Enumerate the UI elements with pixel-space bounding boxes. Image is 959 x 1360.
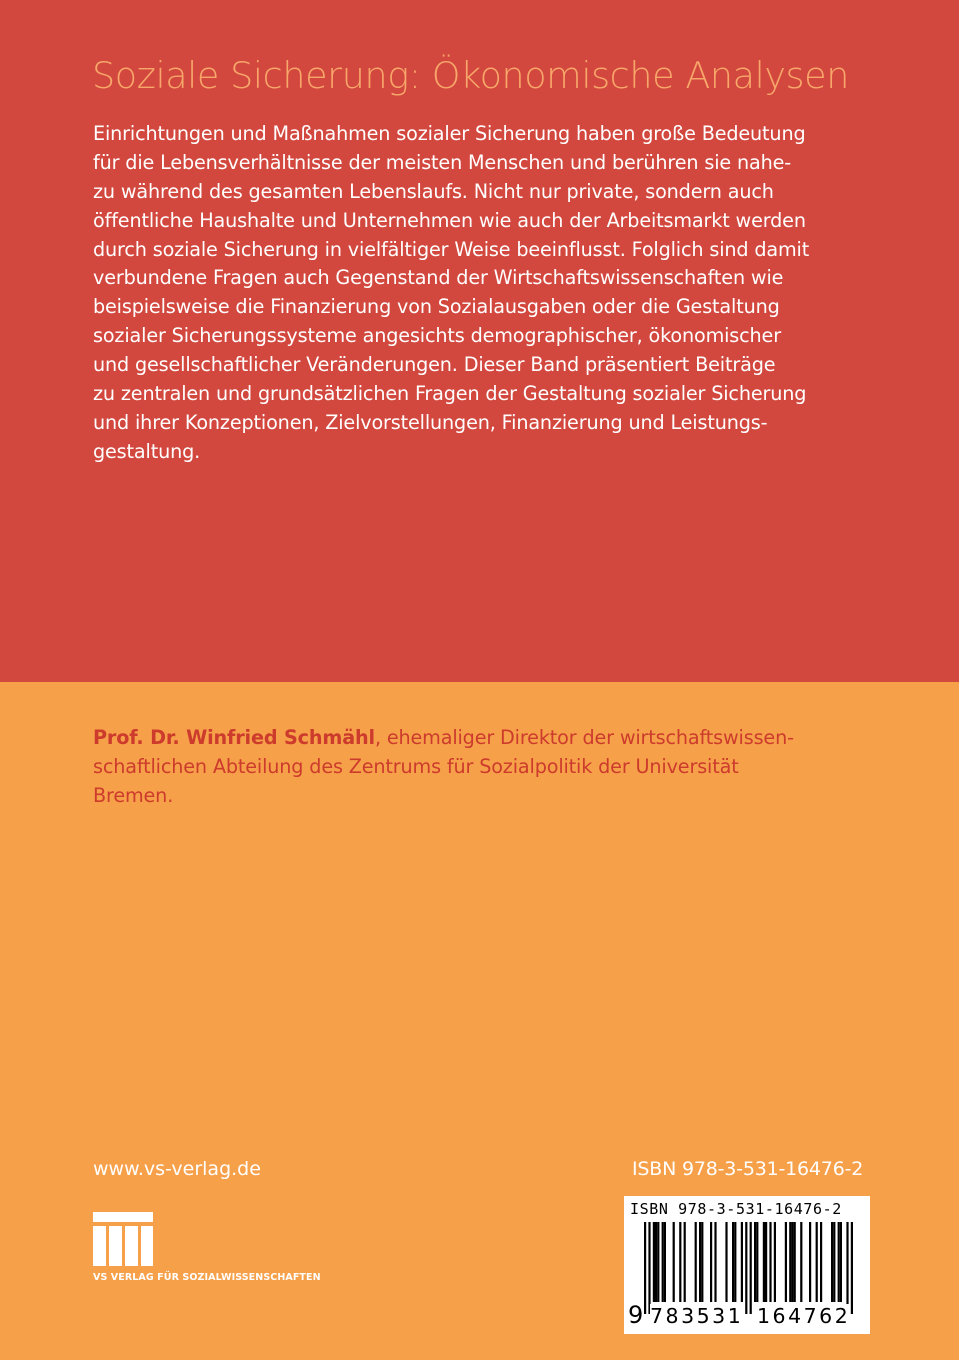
barcode-bar: [800, 1222, 802, 1302]
barcode-bar: [769, 1222, 771, 1302]
description-line: und ihrer Konzeptionen, Zielvorstellungen, Finanzierung und Leistungs-: [93, 410, 768, 434]
description-line: zu während des gesamten Lebenslaufs. Nicht nur private, sondern auch: [93, 179, 774, 203]
barcode-bar: [789, 1222, 791, 1302]
description-line: Einrichtungen und Maßnahmen sozialer Sicherung haben große Bedeutung: [93, 122, 806, 145]
author-bio-line: schaftlichen Abteilung des Zentrums für Sozialpolitik der Universität: [93, 755, 739, 778]
barcode-bar: [714, 1222, 716, 1302]
barcode-bar: [756, 1222, 758, 1302]
barcode-bar: [745, 1222, 747, 1314]
description-line: öffentliche Haushalte und Unternehmen wie auch der Arbeitsmarkt werden: [93, 208, 806, 232]
barcode-bar: [662, 1222, 664, 1302]
barcode-bar: [699, 1222, 701, 1302]
description-line: durch soziale Sicherung in vielfältiger Weise beeinflusst. Folglich sind damit: [93, 237, 810, 261]
description-line: für die Lebensverhältnisse der meisten Menschen und berühren sie nahe-: [93, 150, 792, 174]
barcode-bar: [648, 1222, 650, 1314]
barcode-bar: [701, 1222, 703, 1302]
barcode-bar: [820, 1222, 822, 1302]
barcode-first-digit: 9: [628, 1301, 644, 1329]
barcode-bar: [734, 1222, 736, 1302]
publisher-logo-caption-bold: VS VERLAG: [93, 1272, 154, 1283]
description-line: gestaltung.: [93, 439, 201, 463]
barcode-bar: [816, 1222, 818, 1302]
barcode-bar: [785, 1222, 787, 1302]
barcode-bar: [838, 1222, 840, 1302]
barcode-bar: [794, 1222, 796, 1302]
barcode-bar: [710, 1222, 712, 1302]
barcode-bar: [765, 1222, 767, 1302]
publisher-logo-caption-rest: FÜR SOZIALWISSENSCHAFTEN: [153, 1272, 321, 1283]
publisher-logo-caption: [93, 1272, 321, 1283]
barcode-bar: [695, 1222, 697, 1302]
barcode: [624, 1196, 870, 1334]
isbn-label: ISBN 978-3-531-16476-2: [632, 1158, 864, 1180]
barcode-bar: [741, 1222, 743, 1302]
barcode-isbn-text: ISBN 978-3-531-16476-2: [630, 1200, 842, 1218]
barcode-bar: [673, 1222, 675, 1302]
book-title: Soziale Sicherung: Ökonomische Analysen: [92, 54, 849, 97]
description-line: zu zentralen und grundsätzlichen Fragen der Gestaltung sozialer Sicherung: [93, 382, 807, 406]
description: [93, 120, 893, 467]
publisher-website: www.vs-verlag.de: [93, 1158, 261, 1180]
barcode-bar: [653, 1222, 655, 1302]
barcode-bar: [684, 1222, 686, 1302]
barcode-bar: [679, 1222, 681, 1302]
author-bio-text: , ehemaliger Direktor der wirtschaftswissen-: [374, 726, 794, 749]
author-bio-line: [93, 723, 893, 752]
barcode-bar: [763, 1222, 765, 1302]
barcode-bar: [791, 1222, 793, 1302]
barcode-bar: [644, 1222, 646, 1314]
barcode-right-digits: 164762: [757, 1304, 851, 1328]
author-bio: [93, 723, 893, 810]
barcode-bar: [774, 1222, 776, 1302]
barcode-bar: [831, 1222, 833, 1302]
barcode-bar: [809, 1222, 811, 1302]
barcode-bar: [664, 1222, 666, 1302]
barcode-bar: [725, 1222, 727, 1302]
barcode-bar: [851, 1222, 853, 1314]
barcode-bar: [846, 1222, 848, 1314]
author-name: Prof. Dr. Winfried Schmähl: [93, 726, 375, 749]
barcode-bar: [833, 1222, 835, 1302]
barcode-bar: [750, 1222, 752, 1314]
barcode-bars: [624, 1222, 870, 1314]
barcode-bar: [655, 1222, 657, 1302]
barcode-bar: [754, 1222, 756, 1302]
barcode-bar: [657, 1222, 659, 1302]
barcode-left-digits: 783531: [650, 1304, 744, 1328]
author-bio-line: Bremen.: [93, 784, 174, 807]
description-line: und gesellschaftlicher Veränderungen. Dieser Band präsentiert Beiträge: [93, 353, 776, 377]
barcode-bar: [840, 1222, 842, 1302]
publisher-logo: [93, 1212, 333, 1292]
barcode-bar: [732, 1222, 734, 1302]
vs-verlag-logo-icon: [93, 1212, 155, 1268]
description-line: verbundene Fragen auch Gegenstand der Wirtschaftswissenschaften wie: [93, 266, 784, 290]
description-line: sozialer Sicherungssysteme angesichts demographischer, ökonomischer: [93, 324, 781, 348]
description-line: beispielsweise die Finanzierung von Sozialausgaben oder die Gestaltung: [93, 295, 780, 319]
